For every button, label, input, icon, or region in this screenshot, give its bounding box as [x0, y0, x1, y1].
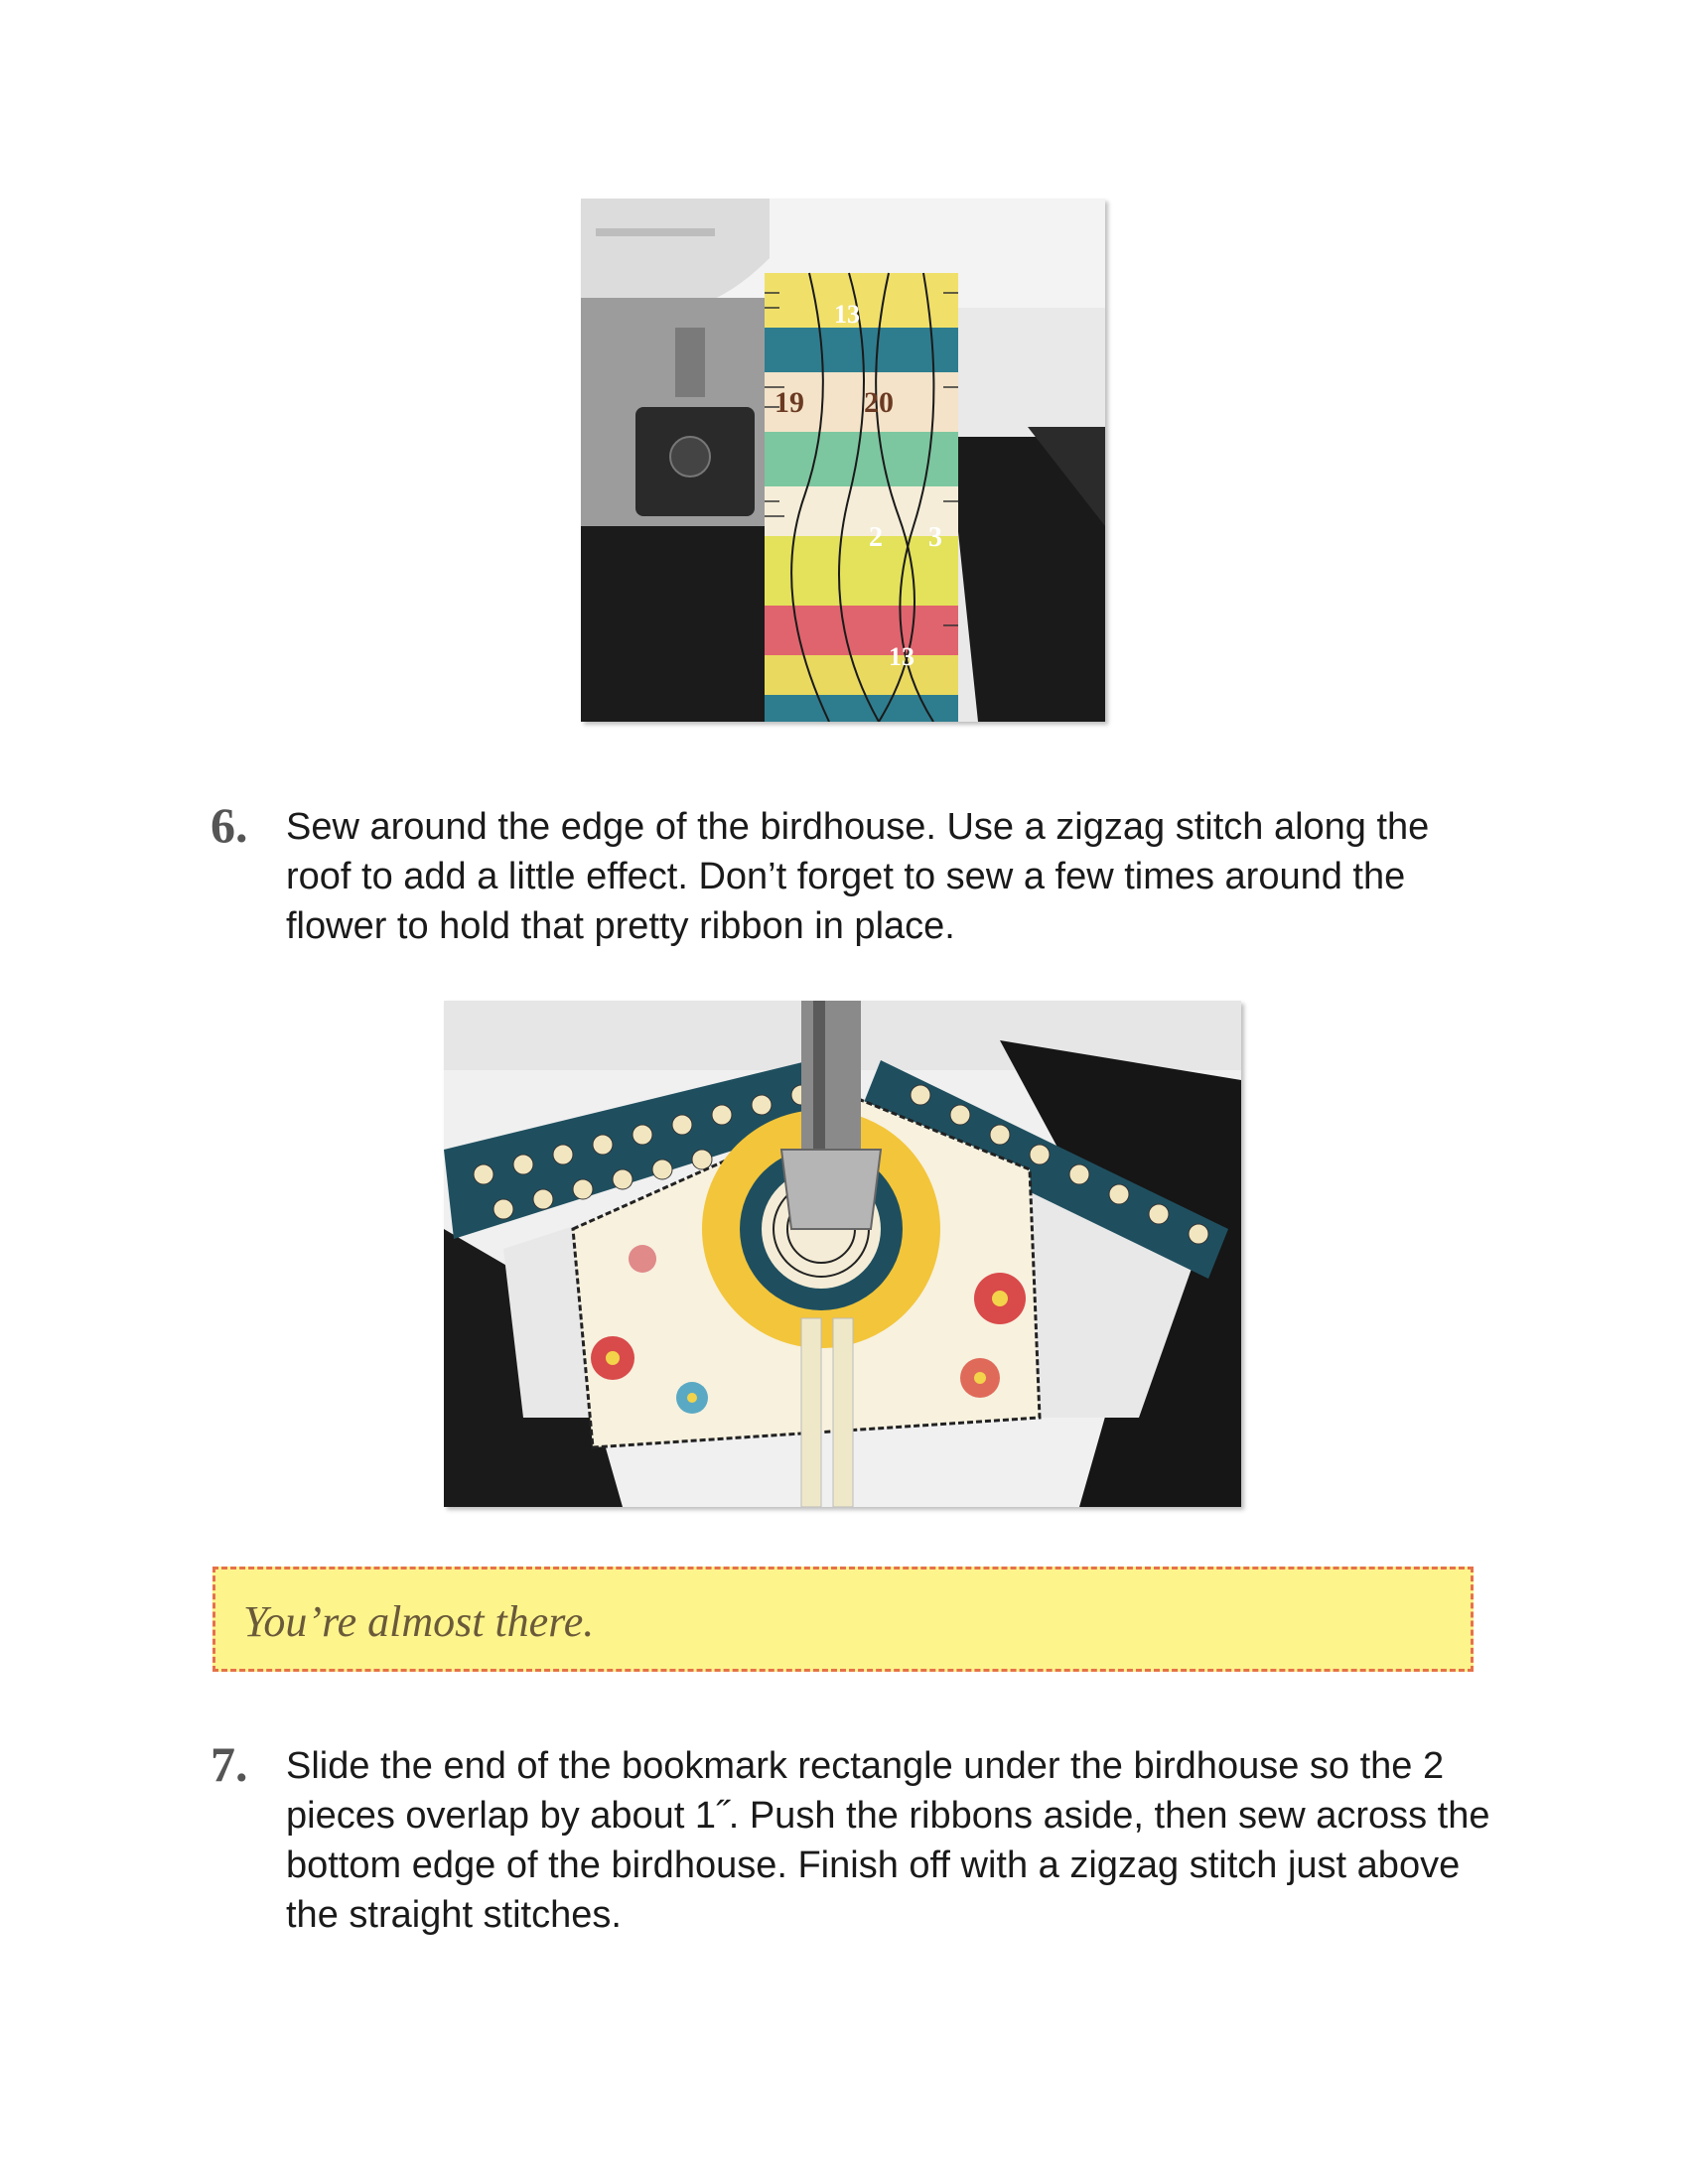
step-text: Sew around the edge of the birdhouse. Use a zigzag stitch along the roof to add a little effect. Don’t forget to sew a few times around the flower to hold that pretty ribbon in place. — [286, 806, 1430, 947]
tape-measure-strip — [765, 273, 958, 722]
sewing-tape-measure-photo — [581, 199, 1105, 722]
tape-label: 2 — [869, 522, 883, 553]
tape-label: 13 — [889, 642, 914, 671]
step-6 — [211, 797, 1501, 951]
tape-label: 19 — [774, 386, 804, 419]
tape-label: 3 — [928, 522, 942, 553]
tip-callout — [212, 1567, 1474, 1672]
step-text: Slide the end of the bookmark rectangle under the birdhouse so the 2 pieces overlap by about 1˝. Push the ribbons aside, then sew across the bottom edge of the birdhouse. Finish off with a zigzag stitch just above the straight stitches. — [286, 1745, 1490, 1936]
step-number: 6. — [211, 797, 248, 853]
tape-label: 20 — [864, 386, 894, 419]
birdhouse-sewing-photo — [444, 1001, 1241, 1507]
step-number: 7. — [211, 1736, 248, 1792]
tape-label: 13 — [834, 300, 860, 329]
step-7 — [211, 1736, 1501, 1940]
tip-text: You’re almost there. — [243, 1597, 595, 1646]
